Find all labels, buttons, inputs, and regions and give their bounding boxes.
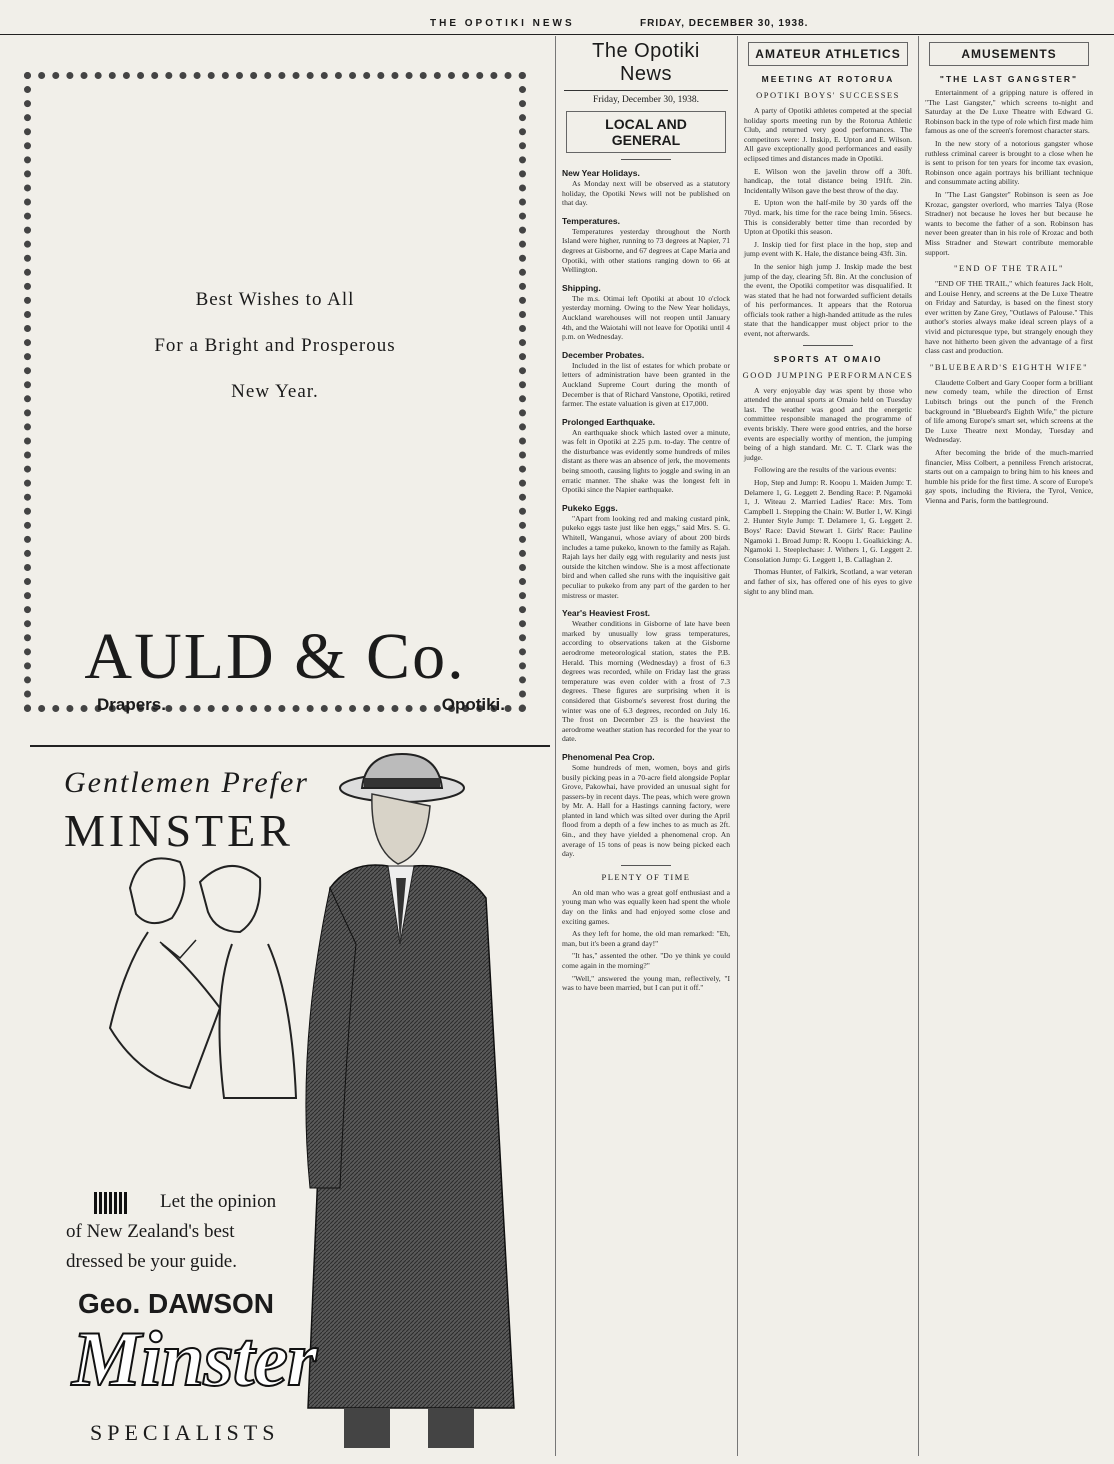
sports-rule [803,345,853,346]
specialists-label: SPECIALISTS [90,1420,280,1445]
local-item-heading: Pukeko Eggs. [562,502,618,513]
local-item-text: As Monday next will be observed as a statutory holiday, the Opotiki News will not be published on that day. [562,179,730,208]
local-item-heading: December Probates. [562,349,645,360]
amusements-paragraph: In the new story of a notorious gangster whose ruthless criminal career is brought to a close when he is sent to prison for ten years for income tax evasion, Robinson once again portrays his brilliant technique and consummate acting ability. [925,138,1093,187]
masthead: The Opotiki News [564,36,728,91]
local-item-heading: New Year Holidays. [562,168,640,178]
opinion-line-3: dressed be your guide. [66,1251,237,1272]
local-item-text: "Apart from looking red and making custard pink, pukeko eggs taste just like hen eggs," said Mrs. S. G. Whitell, Wanganui, whose aviary of about 200 birds includes a tame pukeko, known to the family as Rajah. Rajah lays her daily egg with regularity and nests just outside the kitchen window. She is a most affectionate bird and when called she runs with the inquisitive gait peculiar to pukeko from any part of the garden to her mistress or master. [562,513,730,600]
column-rule-3 [918,36,919,1456]
local-item-text: Temperatures yesterday throughout the North Island were higher, running to 73 degrees at Napier, 71 degrees at Gisborne, and 67 degrees at Cape Maria and Opotiki, with other stations ranging down to 66 at Wellington. [562,226,730,275]
story-paragraph: As they left for home, the old man remarked: "Eh, man, but it's been a grand day!" [562,929,730,948]
local-item-heading: Shipping. [562,282,601,293]
athletics-paragraph: E. Wilson won the javelin throw off a 30ft. handicap, the total distance being 191ft. 2in. Incidentally Wilson gave the best throw of the day. [744,166,912,195]
sports-paragraph: Thomas Hunter, of Falkirk, Scotland, a war veteran and father of six, has offered one of his eyes to give sight to any blind man. [744,567,912,596]
amusements-body-3 [921,378,1097,506]
minster-script-logo: Minster [72,1315,317,1402]
column-amusements [921,36,1097,1456]
local-item-heading: Prolonged Earthquake. [562,416,656,427]
athletics-paragraph: A party of Opotiki athletes competed at the special holiday sports meeting run by the Rotorua Athletic Club, and returned very good performances. The competitors were: J. Inskip, E. Upton and E. Wilson. All gave exceptionally good performances and easily eclipsed times and distances made in Opotiki. [744,106,912,163]
section-title-amusements: AMUSEMENTS [929,42,1089,66]
amusements-paragraph: Claudette Colbert and Gary Cooper form a brilliant new comedy team, while the direction of Ernst Lubitsch brings out the punch of the French background in "Bluebeard's Eighth Wife," the picture of life among Europe's smart set, which screens at the De Luxe Theatre next Monday, Tuesday and Wednesday. [925,377,1093,445]
local-item-heading: Temperatures. [562,215,620,226]
amusements-paragraph: Entertainment of a gripping nature is offered in "The Last Gangster," which screens to-night and Saturday at the De Luxe Theatre with Edward G. Robinson back in the type of role which first made him famous as one of the screen's foremost character stars. [925,88,1093,136]
column-local-general [558,36,734,1456]
gentleman-illustration [290,748,550,1460]
amusements-paragraph: "END OF THE TRAIL," which features Jack Holt, and Louise Henry, and screens at the De Luxe Theatre on Friday and Saturday, is based on the finest story ever written by Zane Grey, "Outlaws of Palouse." This author's stories always make ideal screen plays of a vivid and picturesque type, but strangely enough they have not hitherto been given the advantage of a first class cast and production. [925,279,1093,356]
local-items [558,168,734,859]
amusements-kicker-1: "THE LAST GANGSTER" [939,74,1079,84]
column-rule-1 [555,36,556,1456]
minster-brand: MINSTER [64,805,294,856]
local-item-text: Some hundreds of men, women, boys and girls busily picking peas in a 70-acre field alongside Poplar Grove, Pakowhai, have provided an unusual sight for passers-by in recent days. The peas, which were grown by Mr. A. Hall for a Hastings canning factory, were planted in land which was silted over during the April flood from a depth of a few inches to as much as 2ft. 6in., and they have yielded a phenomenal crop. An average of 15 tons of peas is now being picked each day. [562,762,730,859]
athletics-kicker: MEETING AT ROTORUA [761,74,895,84]
running-head-paper: THE OPOTIKI NEWS [430,18,575,29]
athletics-body [740,106,916,339]
auld-wish-line-2: For a Bright and Prosperous [154,335,396,356]
amusements-paragraph: In "The Last Gangster" Robinson is seen as Joe Krozac, gangster overlord, who marries Talya (Rose Stradner) not because he loves her but because he wants to become the father of a son. Robinson has never been greater than in his role of Krozac and both Miss Stradner and Stewart contribute memorable support. [925,189,1093,257]
section-title-athletics: AMATEUR ATHLETICS [748,42,908,66]
auld-drapers: Drapers. [97,695,166,714]
running-head [0,14,1114,35]
amusements-body-2 [921,279,1097,356]
auld-company-name: AULD & Co. [84,620,466,693]
section-rule [621,159,671,160]
ladies-illustration [100,848,300,1108]
story-paragraph: "It has," assented the other. "Do ye think ye could come again in the morning?" [562,951,730,970]
story-title: PLENTY OF TIME [601,871,691,882]
auld-advertisement [24,72,526,712]
athletics-subkicker: OPOTIKI BOYS' SUCCESSES [756,90,900,100]
local-item-heading: Phenomenal Pea Crop. [562,751,655,762]
local-item-text: The m.s. Otimai left Opotiki at about 10 o'clock yesterday morning. Owing to the New Year holidays, Auckland warehouses will not reopen until January 4th, and the Waiotahi will not leave for Opotiki until 4 p.m. on Wednesday. [562,293,730,342]
amusements-kicker-3: "BLUEBEARD'S EIGHTH WIFE" [929,361,1089,372]
story-rule [621,865,671,866]
amusements-kicker-2: "END OF THE TRAIL" [954,263,1064,274]
minster-label-icon [94,1192,128,1214]
opinion-line-1: Let the opinion [160,1191,277,1212]
auld-wish-line-3: New Year. [231,381,319,402]
story-paragraph: An old man who was a great golf enthusiast and a young man who was equally keen had spent the whole day on the links and had enjoyed some close and exciting games. [562,887,730,926]
amusements-paragraph: After becoming the bride of the much-married financier, Miss Colbert, a penniless French aristocrat, starts out on a campaign to bring him to his knees and humble his pride for the first time. A score of Europe's gay spots, including the Riviera, the Tyrol, Venice, Vienna and Paris, form the battleground. [925,448,1093,505]
athletics-paragraph: In the senior high jump J. Inskip made the best jump of the day, clearing 5ft. 8in. At the conclusion of the event, the Opotiki competitor was disqualified. It was stated that he had not forwarded sufficient details of his performances. It appears that the Rotorua officials took rather a high-handed attitude as the rules state that the handicapper must object prior to the event, not afterwards. [744,261,912,339]
section-title-local: LOCAL AND GENERAL [566,111,726,153]
athletics-paragraph: J. Inskip tied for first place in the hop, step and jump event with K. Hale, the distance being 43ft. 3in. [744,239,912,259]
athletics-paragraph: E. Upton won the half-mile by 30 yards off the 70yd. mark, his time for the race being 1min. 56secs. This is considerably better time than recorded by Upton at Opotiki this season. [744,198,912,237]
ad-divider-rule [30,745,550,747]
local-item-heading: Year's Heaviest Frost. [562,608,651,619]
sports-paragraph: Following are the results of the various events: [754,465,897,475]
dateline: Friday, December 30, 1938. [593,95,699,105]
sports-subkicker: GOOD JUMPING PERFORMANCES [742,369,914,380]
local-item-text: Included in the list of estates for which probate or letters of administration have been granted in the Auckland Supreme Court during the month of December is that of Richard Vanstone, Opotiki, retired farmer. The estate valuation is given at £17,000. [562,360,730,409]
local-item-text: Weather conditions in Gisborne of late have been marked by unusually low grass temperatures, according to observations taken at the Gisborne aerodrome meteorological station, states the P.B. Herald. This morning (Wednesday) a frost of 6.3 degrees was recorded, while on Friday last the grass temperature was even colder with a frost of 7.3 degrees. These figures are surprising when it is considered that Gisborne's severest frost during the winter was one of 6.3 degrees, recorded on July 16. The frost on December 23 is the heaviest the aerodrome weather station has recorded for the year to date. [562,619,730,744]
sports-body [740,386,916,596]
auld-opotiki: Opotiki. [441,695,505,714]
minster-tagline: Gentlemen Prefer [64,766,309,799]
sports-paragraph: Hop, Step and Jump: R. Koopu 1. Maiden Jump: T. Delamere 1, G. Leggett 2. Bending Race: P. Ngamoki 1, J. Witeau 2. Married Ladies' Race: Mrs. Tom Campbell 1. Stepping the Chain: W. Butler 1, W. Kingi 2. Hunter Style Jump: T. Delamere 1, G. Leggett 2. Boys' Race: David Stewart 1. Girls' Race: Pauline Ngamoki 1. Broad Jump: R. Koopu 1. Goalkicking: A. Ngamoki 1. Steeplechase: J. Withers 1, G. Leggett 2. Consolation Jump: G. Leggett 1, B. Callaghan 2. [744,478,912,564]
column-athletics [740,36,916,1456]
minster-advertisement [30,748,550,1460]
running-head-date: FRIDAY, DECEMBER 30, 1938. [640,18,809,29]
story-paragraph: "Well," answered the young man, reflectively, "I was to have been married, but I can put it off." [562,973,730,993]
sports-kicker: SPORTS AT OMAIO [773,353,883,364]
local-item-text: An earthquake shock which lasted over a minute, was felt in Opotiki at 2.25 p.m. to-day. The centre of the disturbance was evidently some hundreds of miles distant as there was an absence of jerk, the movements being smooth, causing lights to joggle and swing in an erratic manner. The shake was the longest felt in Opotiki since the Napier earthquake. [562,427,730,495]
story-body [558,888,734,993]
opinion-line-2: of New Zealand's best [66,1221,235,1242]
sports-paragraph: A very enjoyable day was spent by those who attended the annual sports at Omaio held on Tuesday last. The weather was good and the energetic committee responsible managed the programme of events briskly. There were good entries, and the horse events are especially worthy of mention, the jumping being of a high standard. Mr. C. T. Clark was the judge. [744,385,912,462]
amusements-body-1 [921,88,1097,257]
retailer-name: Geo. DAWSON [78,1288,275,1319]
column-rule-2 [737,36,738,1456]
auld-wish-line-1: Best Wishes to All [195,289,355,310]
